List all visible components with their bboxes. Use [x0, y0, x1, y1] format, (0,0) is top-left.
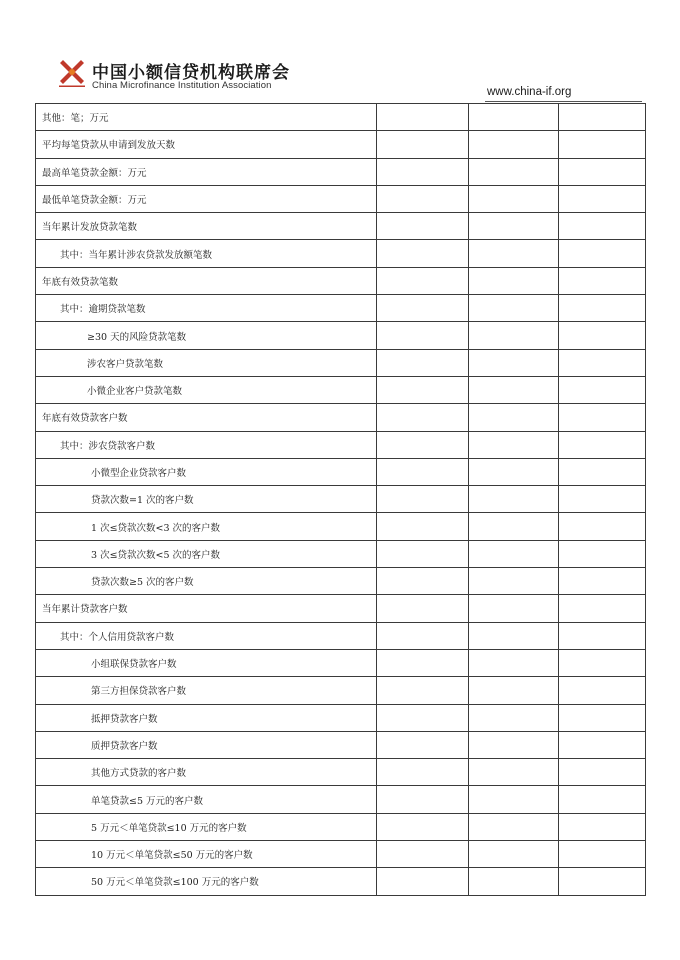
table-row	[36, 349, 646, 376]
row-label: 涉农客户贷款笔数	[36, 349, 377, 376]
value-cell-c[interactable]	[559, 104, 646, 131]
value-cell-c[interactable]	[559, 295, 646, 322]
value-cell-b[interactable]	[469, 322, 559, 349]
value-cell-c[interactable]	[559, 513, 646, 540]
table-row	[36, 185, 646, 212]
value-cell-b[interactable]	[469, 813, 559, 840]
value-cell-c[interactable]	[559, 595, 646, 622]
value-cell-c[interactable]	[559, 404, 646, 431]
row-label: 贷款次数=1 次的客户数	[36, 486, 377, 513]
value-cell-c[interactable]	[559, 841, 646, 868]
row-label: 其他方式贷款的客户数	[36, 759, 377, 786]
value-cell-b[interactable]	[469, 267, 559, 294]
value-cell-b[interactable]	[469, 376, 559, 403]
table-row	[36, 295, 646, 322]
row-label: 平均每笔贷款从申请到发放天数	[36, 131, 377, 158]
value-cell-a[interactable]	[377, 349, 469, 376]
table-row	[36, 213, 646, 240]
table-row	[36, 458, 646, 485]
table-row	[36, 649, 646, 676]
row-label: 10 万元＜单笔贷款≤50 万元的客户数	[36, 841, 377, 868]
value-cell-b[interactable]	[469, 185, 559, 212]
value-cell-b[interactable]	[469, 104, 559, 131]
value-cell-c[interactable]	[559, 677, 646, 704]
value-cell-a[interactable]	[377, 131, 469, 158]
value-cell-b[interactable]	[469, 595, 559, 622]
value-cell-c[interactable]	[559, 458, 646, 485]
value-cell-b[interactable]	[469, 349, 559, 376]
value-cell-c[interactable]	[559, 322, 646, 349]
table-row	[36, 568, 646, 595]
table-row	[36, 540, 646, 567]
row-label: 单笔贷款≤5 万元的客户数	[36, 786, 377, 813]
value-cell-a[interactable]	[377, 213, 469, 240]
row-label: 1 次≤贷款次数<3 次的客户数	[36, 513, 377, 540]
value-cell-a[interactable]	[377, 322, 469, 349]
row-label: 其中：逾期贷款笔数	[36, 295, 377, 322]
value-cell-a[interactable]	[377, 786, 469, 813]
table-row	[36, 786, 646, 813]
value-cell-b[interactable]	[469, 540, 559, 567]
value-cell-a[interactable]	[377, 568, 469, 595]
row-label: ≥30 天的风险贷款笔数	[36, 322, 377, 349]
statistics-form-table	[35, 103, 646, 896]
org-name-en: China Microfinance Institution Association	[92, 80, 272, 91]
value-cell-a[interactable]	[377, 404, 469, 431]
value-cell-b[interactable]	[469, 295, 559, 322]
value-cell-c[interactable]	[559, 731, 646, 758]
value-cell-a[interactable]	[377, 649, 469, 676]
value-cell-b[interactable]	[469, 677, 559, 704]
value-cell-c[interactable]	[559, 349, 646, 376]
table-row	[36, 513, 646, 540]
value-cell-b[interactable]	[469, 458, 559, 485]
value-cell-b[interactable]	[469, 240, 559, 267]
value-cell-a[interactable]	[377, 513, 469, 540]
value-cell-c[interactable]	[559, 704, 646, 731]
value-cell-b[interactable]	[469, 704, 559, 731]
value-cell-b[interactable]	[469, 731, 559, 758]
row-label: 其中：个人信用贷款客户数	[36, 622, 377, 649]
table-row	[36, 104, 646, 131]
value-cell-c[interactable]	[559, 622, 646, 649]
value-cell-b[interactable]	[469, 568, 559, 595]
value-cell-a[interactable]	[377, 104, 469, 131]
value-cell-c[interactable]	[559, 158, 646, 185]
value-cell-c[interactable]	[559, 813, 646, 840]
table-row	[36, 376, 646, 403]
value-cell-b[interactable]	[469, 486, 559, 513]
value-cell-a[interactable]	[377, 813, 469, 840]
row-label: 其中：当年累计涉农贷款发放额笔数	[36, 240, 377, 267]
value-cell-a[interactable]	[377, 240, 469, 267]
value-cell-c[interactable]	[559, 786, 646, 813]
value-cell-b[interactable]	[469, 786, 559, 813]
row-label: 年底有效贷款客户数	[36, 404, 377, 431]
value-cell-b[interactable]	[469, 649, 559, 676]
value-cell-b[interactable]	[469, 431, 559, 458]
table-row	[36, 404, 646, 431]
value-cell-b[interactable]	[469, 841, 559, 868]
value-cell-a[interactable]	[377, 731, 469, 758]
value-cell-a[interactable]	[377, 376, 469, 403]
value-cell-c[interactable]	[559, 267, 646, 294]
value-cell-c[interactable]	[559, 431, 646, 458]
org-name-cn: 中国小额信贷机构联席会	[92, 63, 290, 83]
table-row	[36, 595, 646, 622]
table-row	[36, 841, 646, 868]
table-row	[36, 868, 646, 895]
row-label: 5 万元＜单笔贷款≤10 万元的客户数	[36, 813, 377, 840]
row-label: 其他：笔；万元	[36, 104, 377, 131]
value-cell-a[interactable]	[377, 431, 469, 458]
row-label: 当年累计发放贷款笔数	[36, 213, 377, 240]
table-row	[36, 158, 646, 185]
value-cell-b[interactable]	[469, 622, 559, 649]
value-cell-c[interactable]	[559, 213, 646, 240]
row-label: 第三方担保贷款客户数	[36, 677, 377, 704]
value-cell-b[interactable]	[469, 213, 559, 240]
row-label: 小微企业客户贷款笔数	[36, 376, 377, 403]
row-label: 50 万元＜单笔贷款≤100 万元的客户数	[36, 868, 377, 895]
row-label: 3 次≤贷款次数<5 次的客户数	[36, 540, 377, 567]
value-cell-b[interactable]	[469, 158, 559, 185]
value-cell-c[interactable]	[559, 759, 646, 786]
table-row	[36, 240, 646, 267]
value-cell-c[interactable]	[559, 131, 646, 158]
value-cell-a[interactable]	[377, 677, 469, 704]
table-row	[36, 267, 646, 294]
row-label: 小组联保贷款客户数	[36, 649, 377, 676]
form-table-body	[36, 104, 646, 896]
value-cell-a[interactable]	[377, 841, 469, 868]
value-cell-a[interactable]	[377, 868, 469, 895]
value-cell-c[interactable]	[559, 868, 646, 895]
table-row	[36, 813, 646, 840]
website-link[interactable]: www.china-if.org	[487, 86, 572, 98]
value-cell-c[interactable]	[559, 540, 646, 567]
table-row	[36, 759, 646, 786]
page-header	[0, 0, 680, 103]
value-cell-a[interactable]	[377, 458, 469, 485]
header-divider	[485, 101, 642, 102]
value-cell-c[interactable]	[559, 240, 646, 267]
cmia-logo-graphic	[57, 56, 87, 88]
row-label: 年底有效贷款笔数	[36, 267, 377, 294]
value-cell-b[interactable]	[469, 759, 559, 786]
value-cell-a[interactable]	[377, 158, 469, 185]
value-cell-a[interactable]	[377, 185, 469, 212]
table-row	[36, 677, 646, 704]
value-cell-a[interactable]	[377, 595, 469, 622]
value-cell-a[interactable]	[377, 540, 469, 567]
value-cell-a[interactable]	[377, 622, 469, 649]
table-row	[36, 622, 646, 649]
value-cell-a[interactable]	[377, 267, 469, 294]
row-label: 其中：涉农贷款客户数	[36, 431, 377, 458]
value-cell-a[interactable]	[377, 704, 469, 731]
value-cell-b[interactable]	[469, 868, 559, 895]
table-row	[36, 131, 646, 158]
value-cell-a[interactable]	[377, 486, 469, 513]
value-cell-a[interactable]	[377, 295, 469, 322]
table-row	[36, 704, 646, 731]
table-row	[36, 431, 646, 458]
row-label: 抵押贷款客户数	[36, 704, 377, 731]
table-row	[36, 731, 646, 758]
value-cell-b[interactable]	[469, 131, 559, 158]
value-cell-c[interactable]	[559, 185, 646, 212]
value-cell-c[interactable]	[559, 376, 646, 403]
value-cell-a[interactable]	[377, 759, 469, 786]
value-cell-c[interactable]	[559, 486, 646, 513]
row-label: 最高单笔贷款金额：万元	[36, 158, 377, 185]
value-cell-c[interactable]	[559, 649, 646, 676]
row-label: 贷款次数≥5 次的客户数	[36, 568, 377, 595]
row-label: 当年累计贷款客户数	[36, 595, 377, 622]
row-label: 小微型企业贷款客户数	[36, 458, 377, 485]
value-cell-b[interactable]	[469, 404, 559, 431]
table-row	[36, 486, 646, 513]
value-cell-b[interactable]	[469, 513, 559, 540]
cmia-logo-icon	[57, 56, 87, 88]
row-label: 最低单笔贷款金额：万元	[36, 185, 377, 212]
table-row	[36, 322, 646, 349]
row-label: 质押贷款客户数	[36, 731, 377, 758]
value-cell-c[interactable]	[559, 568, 646, 595]
